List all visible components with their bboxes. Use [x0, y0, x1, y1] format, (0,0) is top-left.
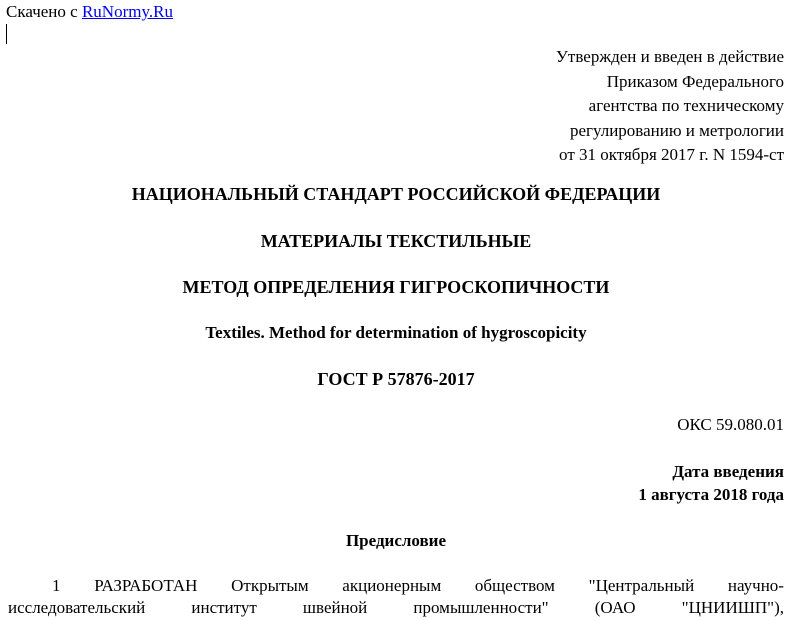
standard-title: НАЦИОНАЛЬНЫЙ СТАНДАРТ РОССИЙСКОЙ ФЕДЕРАЦИИ [131, 184, 661, 204]
source-prefix: Скачено с [6, 2, 78, 21]
approval-line: агентства по техническому [588, 96, 784, 115]
word: промышленности" [413, 598, 549, 617]
word: обществом [474, 576, 555, 595]
word: РАЗРАБОТАН [94, 576, 198, 595]
preface-paragraph [8, 575, 784, 619]
approval-line: регулированию и метрологии [569, 120, 784, 140]
introduction-date: 1 августа 2018 года [638, 485, 784, 504]
word: швейной [302, 598, 368, 617]
source-line [6, 2, 173, 22]
gost-number: ГОСТ Р 57876-2017 [317, 369, 475, 389]
word: 1 [52, 576, 61, 595]
oks-code: ОКС 59.080.01 [677, 415, 784, 434]
word: исследовательский [8, 598, 146, 617]
approval-block [556, 45, 784, 168]
approval-line: Утвержден и введен в действие [555, 47, 784, 66]
paragraph-line-2 [8, 597, 784, 619]
method-title: МЕТОД ОПРЕДЕЛЕНИЯ ГИГРОСКОПИЧНОСТИ [182, 277, 610, 297]
word: Открытым [231, 576, 309, 595]
preface-heading: Предисловие [345, 531, 447, 550]
word: "Центральный [588, 576, 695, 595]
word: "ЦНИИШП"), [681, 598, 784, 617]
text-cursor [6, 24, 7, 44]
word: акционерным [342, 576, 442, 595]
word: научно- [727, 576, 784, 595]
approval-line: от 31 октября 2017 г. N 1594-ст [559, 145, 784, 164]
source-link[interactable]: RuNormy.Ru [81, 2, 173, 21]
introduction-label: Дата введения [672, 462, 784, 481]
english-title: Textiles. Method for determination of hygroscopicity [205, 323, 587, 342]
materials-title: МАТЕРИАЛЫ ТЕКСТИЛЬНЫЕ [260, 231, 532, 251]
word: институт [191, 598, 257, 617]
word: (ОАО [594, 598, 636, 617]
approval-line: Приказом Федерального [606, 71, 784, 91]
introduction-date-block [638, 460, 784, 506]
paragraph-line-1 [8, 575, 784, 597]
